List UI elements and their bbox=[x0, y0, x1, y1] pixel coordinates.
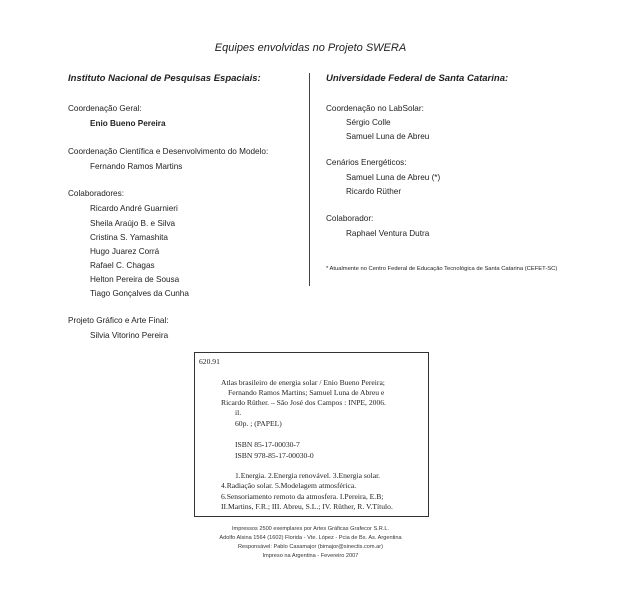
footer-line: Responsável: Pablo Casamajor (bimajor@sinectis.com.ar) bbox=[238, 544, 383, 550]
inpe-heading: Instituto Nacional de Pesquisas Espaciais: bbox=[68, 73, 261, 84]
footer-line: Adolfo Alsina 1564 (1602) Florida - Vte. López - Pcia de Bs. As. Argentina bbox=[219, 535, 402, 541]
colaborador-item: Rafael C. Chagas bbox=[90, 261, 155, 270]
coord-labsolar-label: Coordenação no LabSolar: bbox=[326, 104, 424, 113]
colaborador-item: Ricardo André Guarnieri bbox=[90, 204, 178, 213]
isbn-line: ISBN 85-17-00030-7 bbox=[235, 440, 300, 449]
footer-line: Impreso na Argentina - Fevereiro 2007 bbox=[262, 553, 359, 559]
projeto-grafico-name: Silvia Vitorino Pereira bbox=[90, 331, 169, 340]
catalog-line: Fernando Ramos Martins; Samuel Luna de Abreu e bbox=[228, 388, 385, 397]
coord-cientifica-name: Fernando Ramos Martins bbox=[90, 162, 183, 171]
colaborador-item: Helton Pereira de Sousa bbox=[90, 275, 180, 284]
catalog-line: 60p. ; (PAPEL) bbox=[235, 419, 282, 428]
catalog-line: Ricardo Rüther. – São José dos Campos : INPE, 2006. bbox=[221, 398, 386, 407]
subject-line: 6.Sensoriamento remoto da atmosfera. I.Pereira, E.B; bbox=[221, 492, 384, 501]
call-number: 620.91 bbox=[199, 357, 220, 366]
footer-line: Impressos 2500 exemplares por Artes Gráficas Grafecor S.R.L. bbox=[232, 526, 389, 532]
colaboradores-label: Colaboradores: bbox=[68, 189, 124, 198]
subject-line: 4.Radiação solar. 5.Modelagem atmosférica. bbox=[221, 481, 357, 490]
projeto-grafico-label: Projeto Gráfico e Arte Final: bbox=[68, 316, 169, 325]
ufsc-heading: Universidade Federal de Santa Catarina: bbox=[326, 73, 509, 84]
coord-labsolar-name: Sérgio Colle bbox=[346, 118, 391, 127]
page-title: Equipes envolvidas no Projeto SWERA bbox=[214, 42, 407, 54]
footnote: * Atualmente no Centro Federal de Educação Tecnológica de Santa Catarina (CEFET-SC) bbox=[326, 266, 558, 272]
colaborador-item: Sheila Araújo B. e Silva bbox=[90, 219, 176, 228]
cenarios-label: Cenários Energéticos: bbox=[326, 158, 407, 167]
colaborador-item: Cristina S. Yamashita bbox=[90, 233, 168, 242]
isbn-line: ISBN 978-85-17-00030-0 bbox=[235, 451, 314, 460]
catalog-card bbox=[194, 352, 429, 517]
coord-labsolar-name: Samuel Luna de Abreu bbox=[346, 132, 430, 141]
subject-line: 1.Energia. 2.Energia renovável. 3.Energia solar. bbox=[235, 471, 381, 480]
subject-line: II.Martins, F.R.; III. Abreu, S.L.; IV. Rüther, R. V.Título. bbox=[221, 502, 393, 511]
catalog-line: il. bbox=[235, 408, 242, 417]
column-divider bbox=[309, 73, 310, 286]
cenarios-name: Ricardo Rüther bbox=[346, 187, 402, 196]
catalog-line: Atlas brasileiro de energia solar / Enio Bueno Pereira; bbox=[221, 378, 385, 387]
colaborador-item: Tiago Gonçalves da Cunha bbox=[90, 289, 189, 298]
colaborador-item: Hugo Juarez Corrá bbox=[90, 247, 160, 256]
coord-geral-label: Coordenação Geral: bbox=[68, 104, 142, 113]
colaborador-label: Colaborador: bbox=[326, 214, 374, 223]
colaborador-name: Raphael Ventura Dutra bbox=[346, 229, 430, 238]
coord-geral-name: Enio Bueno Pereira bbox=[90, 119, 166, 128]
cenarios-name: Samuel Luna de Abreu (*) bbox=[346, 173, 441, 182]
coord-cientifica-label: Coordenação Científica e Desenvolvimento do Modelo: bbox=[68, 147, 269, 156]
